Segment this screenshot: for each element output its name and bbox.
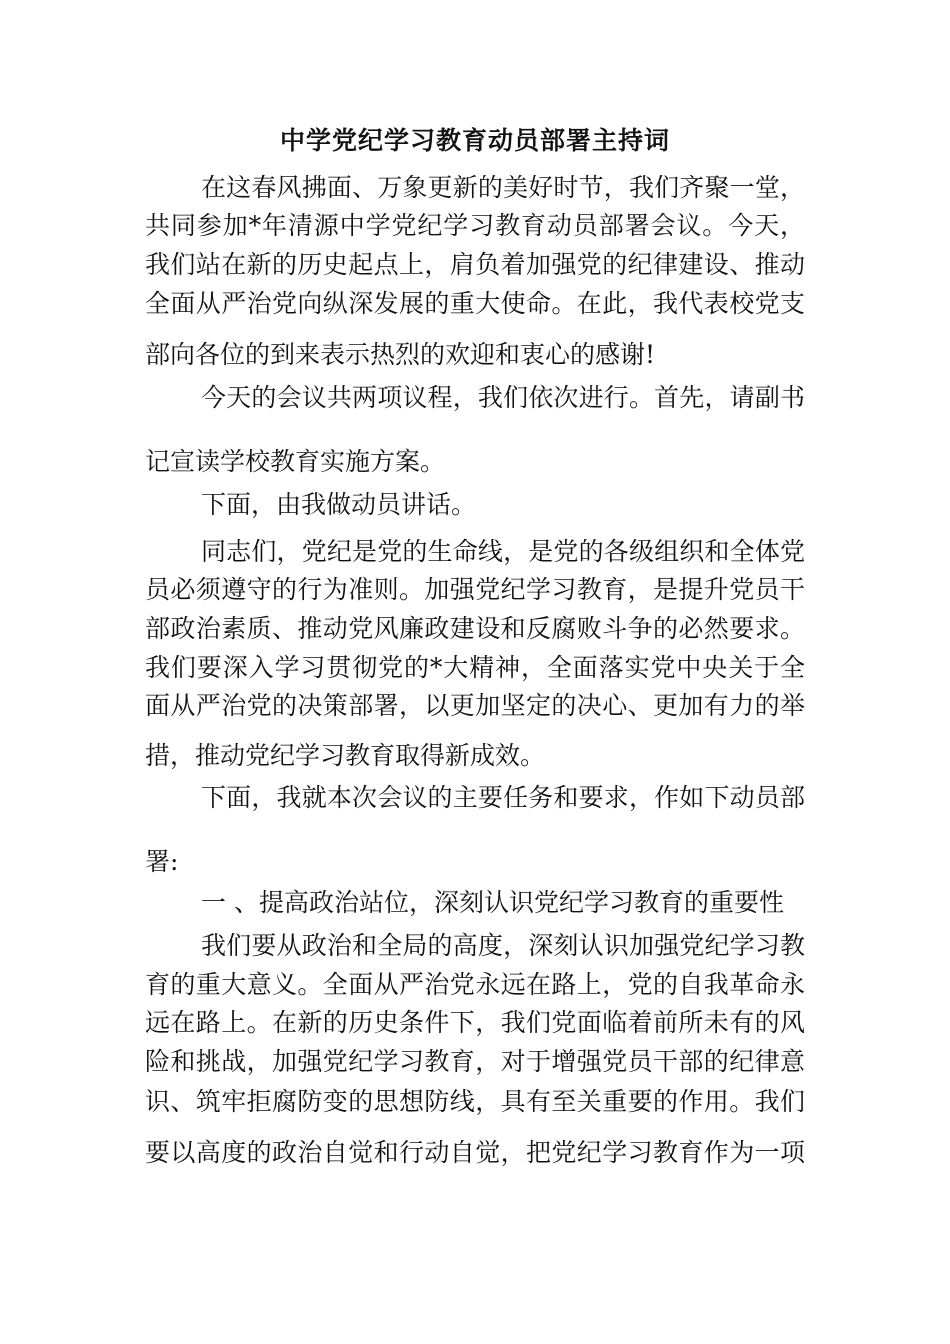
text-line-22: 要以高度的政治自觉和行动自觉，把党纪学习教育作为一项 <box>145 1138 805 1167</box>
text-line-8: 下面，由我做动员讲话。 <box>201 490 477 519</box>
text-line-12: 我们要深入学习贯彻党的*大精神，全面落实党中央关于全 <box>145 653 805 682</box>
section-heading: 一 、提高政治站位，深刻认识党纪学习教育的重要性 <box>201 888 784 917</box>
text-line-18: 育的重大意义。全面从严治党永远在路上，党的自我革命永 <box>145 970 805 999</box>
text-line-20: 险和挑战，加强党纪学习教育，对于增强党员干部的纪律意 <box>145 1047 805 1076</box>
text-line-13: 面从严治党的决策部署，以更加坚定的决心、更加有力的举 <box>145 691 805 720</box>
text-line-21: 识、筑牢拒腐防变的思想防线，具有至关重要的作用。我们 <box>145 1087 805 1116</box>
text-line-4: 全面从严治党向纵深发展的重大使命。在此，我代表校党支 <box>145 289 805 318</box>
text-line-9: 同志们，党纪是党的生命线，是党的各级组织和全体党 <box>201 537 805 566</box>
document-title: 中学党纪学习教育动员部署主持词 <box>279 126 670 155</box>
text-line-14: 措，推动党纪学习教育取得新成效。 <box>145 741 546 770</box>
text-line-7: 记宣读学校教育实施方案。 <box>145 447 446 476</box>
text-line-19: 远在路上。在新的历史条件下，我们党面临着前所未有的风 <box>145 1008 805 1037</box>
text-line-3: 我们站在新的历史起点上，肩负着加强党的纪律建设、推动 <box>145 250 805 279</box>
text-line-11: 部政治素质、推动党风廉政建设和反腐败斗争的必然要求。 <box>145 614 805 643</box>
text-line-1: 在这春风拂面、万象更新的美好时节，我们齐聚一堂， <box>201 173 805 202</box>
text-line-10: 员必须遵守的行为准则。加强党纪学习教育，是提升党员干 <box>145 575 805 604</box>
text-line-5: 部向各位的到来表示热烈的欢迎和衷心的感谢! <box>145 340 656 369</box>
text-line-16: 署: <box>145 847 179 876</box>
text-line-6: 今天的会议共两项议程，我们依次进行。首先，请副书 <box>201 383 805 412</box>
text-line-15: 下面，我就本次会议的主要任务和要求，作如下动员部 <box>201 783 805 812</box>
text-line-2: 共同参加*年清源中学党纪学习教育动员部署会议。今天， <box>145 211 805 240</box>
text-line-17: 我们要从政治和全局的高度，深刻认识加强党纪学习教 <box>201 931 805 960</box>
